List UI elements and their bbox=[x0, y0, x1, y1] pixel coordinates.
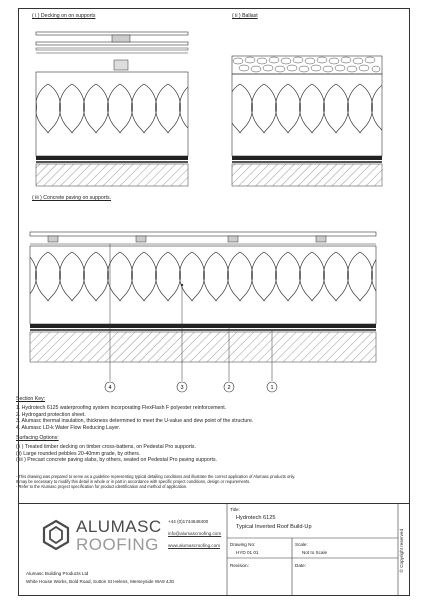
title-block bbox=[18, 503, 410, 596]
drawing-no-label: Drawing No: bbox=[230, 542, 256, 547]
note-line: - This drawing was prepared to serve as a guideline representing typical detailing conditions and illustrate the correct application of Alumasc products only. bbox=[16, 474, 296, 479]
scale-value: Not to Scale bbox=[302, 550, 328, 555]
surfacing-item: (ii) Large rounded pebbles 20-40mm grade, by others. bbox=[16, 450, 141, 457]
surfacing-heading: Surfacing Options: bbox=[16, 435, 59, 442]
note-line: - Refer to the Alumasc project specification for product identification and method of application. bbox=[16, 484, 188, 490]
svg-text:2: 2 bbox=[227, 385, 231, 391]
detail-decking-drawing bbox=[36, 32, 188, 186]
detail-label-decking: ( i ) Decking on on supports bbox=[32, 13, 96, 19]
scale-label: Scale: bbox=[295, 542, 308, 547]
surfacing-item: ( iii ) Precast concrete paving slabs, by others, seated on Pedestal Pro paving supports. bbox=[16, 457, 217, 464]
title-line-2: Typical Inverted Roof Build-Up bbox=[236, 524, 312, 530]
website-link[interactable]: www.alumascroofing.com bbox=[168, 543, 221, 548]
callout-1 bbox=[267, 382, 277, 392]
svg-text:4: 4 bbox=[108, 385, 112, 391]
brand-top: ALUMASC bbox=[76, 517, 162, 536]
copyright-notice: © Copyright reserved bbox=[399, 528, 405, 573]
key-item: 3. Alumasc thermal insulation, thickness determined to meet the U-value and dew point of the structure. bbox=[16, 418, 254, 425]
key-item: 2. Hydrogard protection sheet. bbox=[16, 411, 86, 418]
callout-2 bbox=[224, 382, 234, 392]
detail-ballast-drawing bbox=[232, 56, 382, 186]
disclaimer-note bbox=[16, 474, 295, 490]
callout-4 bbox=[105, 382, 115, 392]
section-key-heading: Section Key: bbox=[16, 396, 46, 402]
email-link[interactable]: info@alumascroofing.com bbox=[168, 531, 222, 536]
callout-3 bbox=[177, 382, 187, 392]
key-item: 4. Alumasc LD-k Water Flow Reducing Layer. bbox=[16, 424, 121, 431]
section-key bbox=[16, 396, 253, 464]
note-line: It may be necessary to modify this detail in whole or in part in accordance with specific project conditions, design or requirements. bbox=[16, 479, 251, 485]
detail-label-paving: ( iii ) Concrete paving on supports. bbox=[32, 195, 112, 201]
company-address: White House Works, Bold Road, Sutton St Helens, Merseyside WA9 4JG bbox=[26, 579, 175, 584]
detail-paving-drawing bbox=[30, 232, 376, 381]
date-label: Date: bbox=[295, 563, 306, 568]
brand-bottom: ROOFING bbox=[76, 535, 159, 554]
drawing-no: HYD 01 01 bbox=[236, 550, 259, 555]
svg-text:1: 1 bbox=[270, 385, 274, 391]
svg-text:3: 3 bbox=[180, 385, 184, 391]
title-line-1: Hydrotech 6125 bbox=[236, 515, 276, 521]
key-item: 1. Hydrotech 6125 waterproofing system incorporating FlexFlash F polyester reinforcement. bbox=[16, 405, 227, 412]
detail-label-ballast: ( ii ) Ballast bbox=[232, 13, 258, 19]
title-label: Title: bbox=[230, 507, 240, 512]
company-name: Alumasc Building Products Ltd bbox=[26, 571, 89, 576]
revision-label: Revision: bbox=[230, 563, 249, 568]
phone-number: +44 (0)1744648400 bbox=[168, 519, 209, 524]
surfacing-item: ( i ) Treated timber decking on timber cross-battens, on Pedestal Pro supports. bbox=[16, 444, 196, 451]
